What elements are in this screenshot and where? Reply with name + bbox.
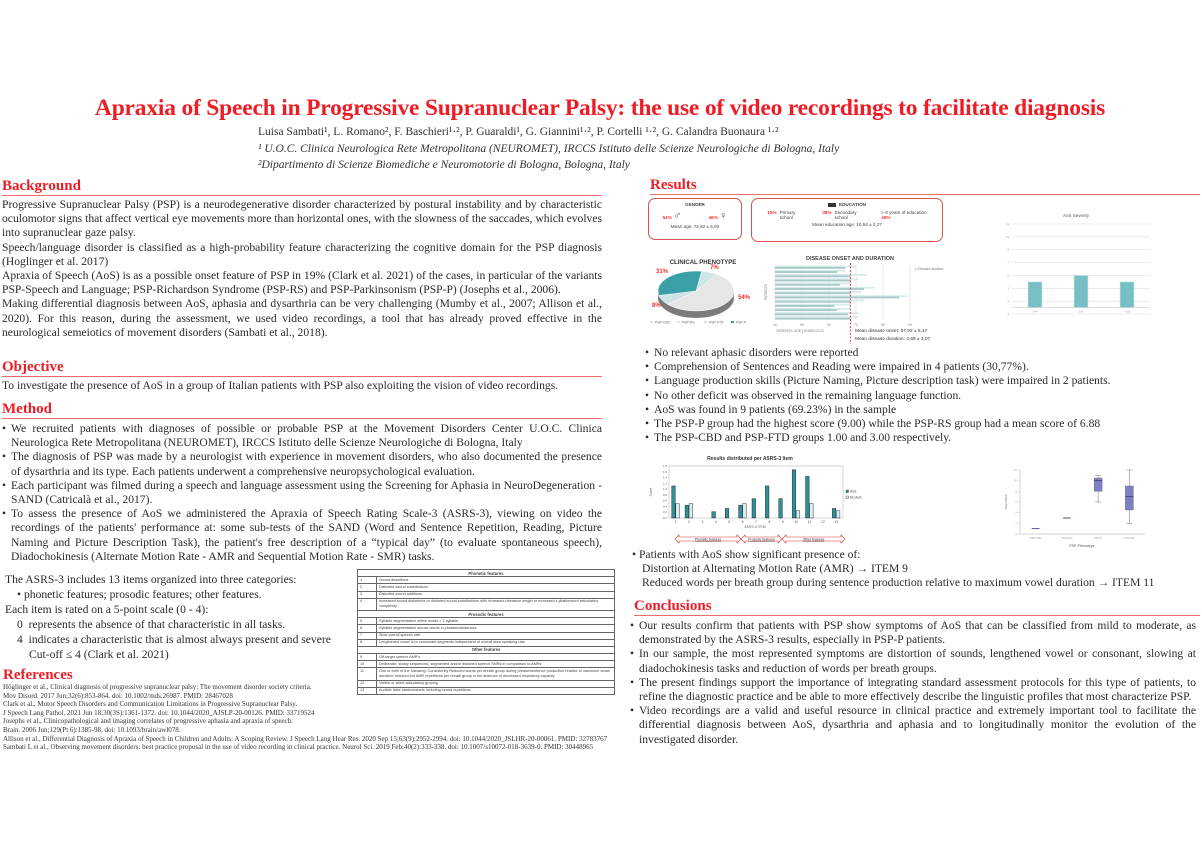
asrs-description [5, 572, 335, 662]
conclusion-bullet: • Our results confirm that patients with PSP show symptoms of AoS that can be classified from mild to moderate, as demonstrated by the ASRS-3 results, especially in PSP-P patients. [630, 619, 1196, 647]
background-paragraph: Apraxia of Speech (AoS) is as a possible onset feature of PSP in 19% (Clark et al. 2021) of the cases, in particular of the variants PSP-Speech and Language; PSP-Richardson Syndrome (PSP-RS) and PSP-Parkinsonism (PSP-P) (Josephs et al., 2006). [2, 269, 602, 297]
y-axis-label: Total ASRS [1004, 494, 1008, 510]
objective-text: To investigate the presence of AoS in a group of Italian patients with PSP also exploiting the vision of video recordings. [2, 379, 559, 392]
item-description: Distorted sound substitutions [377, 584, 615, 591]
primary-percent: 15% [767, 210, 777, 215]
x-tick-label: 40 [773, 323, 777, 327]
mean-duration-annotation: Mean disease duration: 4,69 ± 3,07 [855, 337, 931, 342]
female-icon: ♀ [719, 210, 728, 222]
onset-bar [775, 313, 848, 315]
secondary-percent: 38% [822, 210, 832, 215]
item-number: 11 [358, 668, 377, 680]
item-number: 13 [358, 687, 377, 694]
feature-arrow-label: Phonetic features [694, 537, 722, 542]
onset-bar [775, 318, 851, 320]
y-tick-label: 1.2 [662, 481, 667, 486]
results-heading: Results [650, 178, 1200, 195]
table-group-header: Prosodic features [358, 610, 615, 617]
education-title: EDUCATION [839, 202, 866, 207]
y-tick-label: 13 [1005, 222, 1009, 226]
y-tick-label: 1 [1007, 299, 1009, 304]
aos-bar [752, 499, 756, 518]
conclusions-heading: Conclusions [634, 599, 1200, 616]
conclusion-bullet: • In our sample, the most represented symptoms are distortion of sounds, lengthened vowel or consonant, slowing at diadochokinesis tasks and reduction of words per breath groups. [630, 647, 1196, 675]
method-heading: Method [2, 402, 602, 419]
item-description: Distorted sound additions [377, 591, 615, 598]
conclusion-bullet: • The present findings support the importance of integrating standard assessment protocols for this type of patients, to refine the diagnostic practice and be able to more effectively describe the linguistic profiles that most characterize PSP. [630, 676, 1196, 704]
legend-swatch [846, 490, 849, 493]
results-bullet: • Comprehension of Sentences and Reading were impaired in 4 patients (30,77%). [645, 360, 1195, 374]
y-tick-label: 12 [1013, 468, 1017, 472]
x-tick-label: 9 [781, 520, 784, 524]
aos-bar [712, 512, 716, 518]
score-4-line [5, 632, 335, 647]
y-tick-label: 9 [1007, 247, 1009, 252]
x-tick-label: 11 [807, 520, 812, 524]
no-aos-bar [796, 511, 800, 518]
y-axis-label: Score [649, 487, 653, 497]
onset-bar [775, 275, 851, 277]
legend-label: PSP-FTD [709, 320, 724, 325]
y-axis-label: PATIENTS [764, 283, 768, 301]
item-description: Syllable segmentation within words > 1 syllable [377, 618, 615, 625]
pie-slice-label: 8% [652, 303, 661, 309]
results-bullets [645, 346, 1195, 445]
item-number: 6 [358, 625, 377, 632]
score-4-text: indicates a characteristic that is almost always present and severe [28, 633, 331, 646]
item-number: 5 [358, 618, 377, 625]
item-description: Deliberate, slowly sequenced, segmented and/or distorted speech SMRs in comparison to AMRs [377, 661, 615, 668]
aos-bar [765, 486, 769, 518]
onset-bar [775, 292, 851, 294]
table-row [358, 654, 615, 661]
x-tick-label: 50 [800, 323, 804, 327]
reference-line: J Speech Lang Pathol. 2021 Jun 18;30(3S):1361-1372. doi: 10.1044/2020_AJSLP-20-00126. PMID: 33719524 [3, 708, 315, 717]
item-number: 1 [358, 577, 377, 584]
cutoff: Cut-off ≤ 4 (Clark et al. 2021) [29, 648, 169, 661]
table-row [358, 625, 615, 632]
affiliation-2: ²Dipartimento di Scienze Biomediche e Neuromotorie di Bologna, Bologna, Italy [258, 159, 630, 171]
results-bullet: • The PSP-P group had the highest score (9.00) while the PSP-RS group had a mean score of 6.88 [645, 417, 1195, 431]
asrs-item-chart [645, 452, 870, 548]
item-description: Off-target speech AMR's [377, 654, 615, 661]
mean-education: Mean education age: 10,54 ± 4,27 [812, 222, 882, 227]
y-tick-label: 11 [1005, 234, 1009, 239]
x-tick-label: 60 [827, 323, 831, 327]
table-row [358, 632, 615, 639]
table-group-header-row [358, 570, 615, 577]
onset-bar [775, 271, 837, 273]
background-paragraph: Making differential diagnosis between AoS, aphasia and dysarthria can be very challenging (Mumby et al., 2007; Allison et al., 2020). For this reason, during the assessment, we used video recordings, a tool that has already proved effective in the neurological semeiotics of movement disorders (Sambati et al., 2018). [2, 297, 602, 339]
y-tick-label: 1.0 [662, 487, 667, 492]
no-aos-bar [810, 504, 814, 518]
aos-bar [806, 476, 810, 518]
aos-bar [792, 470, 796, 518]
method-bullet: • The diagnosis of PSP was made by a neurologist with experience in movement disorders, who also documented the presence of dysarthria and its type. Each patients underwent a comprehensive neuropsychological evaluation. [2, 450, 602, 478]
asrs-categories-line: • phonetic features; prosodic features; other features. [17, 588, 262, 601]
legend-label: PSP-CBD [655, 320, 671, 325]
objective-heading: Objective [2, 360, 602, 377]
primary-label: Primary school [779, 210, 796, 220]
background-text [2, 198, 602, 340]
legend-swatch [677, 321, 680, 323]
x-tick-label: 80 [881, 323, 885, 327]
item-description: Increased sound distortions or distorted sound substitutions with increased utterance length or increased s yllable/word articulatory complexity [377, 598, 615, 610]
table-row [358, 591, 615, 598]
y-tick-label: -1 [1006, 312, 1009, 316]
x-tick-label: 90 [908, 323, 912, 327]
affiliation-1: ¹ U.O.C. Clinica Neurologica Rete Metropolitana (NEUROMET), IRCCS Istituto delle Scienze Neurologiche di Bologna, Italy [258, 143, 840, 155]
reference-line: Höglinger et al., Clinical diagnosis of progressive supranuclear palsy: The movement disorder society criteria. [3, 683, 312, 691]
item-description: Visible or silent articulatory groping [377, 680, 615, 687]
conclusions-section [634, 599, 1200, 747]
no-aos-bar [836, 511, 840, 518]
higher-percent: 46% [881, 215, 891, 220]
item-number: 3 [358, 591, 377, 598]
y-tick-label: 1.4 [662, 475, 667, 480]
no-aos-bar [689, 504, 693, 518]
onset-bar [775, 284, 840, 286]
score-0-text: represents the absence of that characteristic in all tasks. [28, 618, 286, 631]
x-tick-label: 3 [701, 520, 704, 524]
item11-finding: Reduced words per breath group during sentence production relative to maximum vowel duration → ITEM 11 [642, 576, 1155, 590]
higher-label: > 8 years of education [881, 210, 927, 215]
x-tick-label: 10 [794, 520, 799, 524]
references-heading: References [3, 667, 73, 683]
x-tick-label: PSP-RS [1124, 537, 1135, 540]
x-tick-label: 5-8 [1078, 309, 1084, 314]
results-bullet: • Language production skills (Picture Naming, Picture description task) were impaired in 2 patients. [645, 374, 1195, 388]
y-tick-label: 3 [1007, 286, 1009, 291]
item-number: 12 [358, 680, 377, 687]
table-row [358, 584, 615, 591]
table-row [358, 618, 615, 625]
legend-swatch [704, 321, 707, 323]
reference-line: Allison et al., Differential Diagnosis of Apraxia of Speech in Children and Adults: A Scoping Review. J Speech Lang Hear Res. 2020 Sep 15;63(9):2952-2994. doi: 10.1044/2020_JSLHR-20-00061. PMID: 32783767 [3, 734, 608, 743]
onset-bar [775, 280, 851, 282]
item-description: Slow overall speech rate [377, 632, 615, 639]
education-box [751, 198, 943, 242]
x-tick-label: PSP-P [1094, 537, 1103, 540]
x-tick-label: PSP-CBD [1029, 537, 1042, 540]
method-bullets [2, 422, 602, 564]
x-tick-label: 70 [854, 323, 858, 327]
aos-bar [725, 508, 729, 518]
no-aos-bar [676, 504, 680, 518]
legend-swatch [915, 268, 917, 270]
results-bullet: • The PSP-CBD and PSP-FTD groups 1.00 and 3.00 respectively. [645, 431, 1195, 445]
pie-slice-label: 54% [738, 295, 751, 301]
item-number: 4 [358, 598, 377, 610]
table-row [358, 598, 615, 610]
score-0-line [5, 617, 335, 632]
score-0-number: 0 [17, 618, 23, 631]
onset-bar [775, 309, 837, 311]
item-number: 2 [358, 584, 377, 591]
aos-bar [685, 505, 689, 518]
item-description: One or both of the following: Consistently Reduced words per breath group during phrase/sentence production relative to maximum vowel duration; reduced #of AMR repetitions per breath group in the absence of decreased respiratory capacity [377, 668, 615, 680]
x-tick-label: 1 [674, 520, 677, 524]
severity-bar [1028, 282, 1042, 308]
y-tick-label: 6 [1015, 500, 1017, 504]
y-tick-label: 4 [1015, 510, 1017, 515]
gender-box [648, 198, 742, 240]
results-header [650, 178, 1200, 195]
legend-label: PSP-P [736, 320, 747, 325]
pie-slice-label: 7% [710, 265, 719, 271]
y-tick-label: 1.6 [662, 469, 667, 474]
reference-line: Brain. 2006 Jun;129(Pt 6):1385-98. doi: 10.1093/brain/awl078. [3, 725, 181, 734]
x-tick-label: 4 [714, 520, 717, 524]
y-tick-label: 0.8 [662, 492, 667, 497]
x-axis-label: PSP-Phenotype [1069, 544, 1095, 548]
iqr-box [1094, 478, 1102, 491]
x-tick-label: 13 [834, 520, 839, 524]
method-section [2, 402, 602, 564]
table-row [358, 639, 615, 646]
y-tick-label: 10 [1013, 478, 1017, 483]
male-icon: ♂ [673, 210, 682, 222]
aos-findings-lead: Patients with AoS show significant presence of: [638, 548, 861, 561]
secondary-label: Secondary school [834, 210, 857, 220]
legend-label: Disease duration [918, 267, 944, 271]
aos-findings-lead-line: • Patients with AoS show significant presence of: [632, 548, 861, 561]
onset-bar [775, 267, 845, 269]
aos-bar [672, 486, 676, 518]
item-description: Lengthened vowel &/or consonant segments independent of overall slow speaking rate [377, 639, 615, 646]
aos-bar [832, 508, 836, 518]
poster-title: Apraxia of Speech in Progressive Supranuclear Palsy: the use of video recordings to facilitate diagnosis [94, 95, 1106, 121]
references-section [3, 667, 607, 752]
results-bullet: • No other deficit was observed in the remaining language function. [645, 389, 1195, 403]
reference-line: Sambati L et al., Observing movement disorders: best practice proposal in the use of video recording in clinical practice. Neurol Sci. 2019 Feb;40(2):333-338. doi: 10.1007/s10072-018-3639-0. PMID: 30448965 [3, 743, 594, 752]
legend-label: AoS [850, 489, 857, 494]
chart-title: AoS Severity [1062, 213, 1090, 218]
item-description: Audible false starts/restarts including sound repetitions [377, 687, 615, 694]
x-tick-label: 7 [755, 520, 757, 524]
x-tick-label: 6 [741, 520, 744, 524]
background-paragraph: Speech/language disorder is classified as a high-probability feature characterizing the cognitive domain for the PSP diagnosis (Hoglinger et al. 2017) [2, 240, 602, 268]
background-section [2, 179, 602, 340]
x-tick-label: 2 [688, 520, 691, 524]
onset-bar [775, 297, 899, 299]
x-tick-label: 12 [821, 520, 825, 524]
conclusion-bullet: • Video recordings are a valid and useful resource in clinical practice and extremely important tool to facilitate the differential diagnosis between AoS, dysarthria and aphasia and to longitudinally monitor the evolution of the investigated disorder. [630, 704, 1196, 747]
x-tick-label: 8 [768, 520, 771, 524]
method-bullet: • We recruited patients with diagnoses of possible or probable PSP at the Movement Disorders Center U.O.C. Clinica Neurologica Rete Metropolitana (NEUROMET), IRCCS Istituto delle Scienze Neurologiche di Bologna, Italy [2, 422, 602, 450]
feature-arrow-label: Other features [802, 537, 825, 542]
item-number: 9 [358, 654, 377, 661]
legend-swatch [846, 496, 849, 499]
x-axis-label: PATIENTS' AGE (YEARS OLD) [776, 329, 824, 333]
gender-title: GENDER [685, 202, 705, 207]
x-tick-label: PSP-FTD [1061, 537, 1073, 540]
item-number: 8 [358, 639, 377, 646]
authors: Luisa Sambati¹, L. Romano², F. Baschieri¹·², P. Guaraldi¹, G. Giannini¹·², P. Cortelli ¹·², G. Calandra Buonaura ¹·² [258, 126, 779, 138]
x-tick-label: 0-4 [1032, 309, 1038, 314]
method-bullet: • Each participant was filmed during a speech and language assessment using the Screening for Aphasia in NeuroDegeneration - SAND (Catricalà et al., 2017). [2, 479, 602, 507]
item-description: Syllable segmentation across words in phrases/sentences [377, 625, 615, 632]
y-tick-label: 1.8 [662, 464, 667, 468]
table-row [358, 577, 615, 584]
conclusions-bullets [630, 619, 1196, 747]
female-percent: 46% [708, 215, 718, 220]
objective-section [2, 360, 602, 393]
chart-title: Results distributed per ASRS-3 Item [707, 456, 793, 462]
clinical-phenotype-pie-chart [646, 255, 761, 330]
table-group-header-row [358, 610, 615, 617]
male-percent: 54% [662, 215, 672, 220]
item-description: Sound distortions [377, 577, 615, 584]
phenotype-boxplot [1000, 458, 1145, 550]
reference-line: Mov Disord. 2017 Jun;32(6):853-864. doi: 10.1002/mds.26987. PMID: 28467028 [3, 691, 233, 700]
y-tick-label: 5 [1007, 273, 1009, 278]
table-group-header: Other features [358, 646, 615, 653]
chart-title: DISEASE ONSET AND DURATION [805, 256, 895, 262]
aos-severity-chart [1000, 205, 1160, 315]
x-axis-label: ASRS-3 ITEM [744, 525, 766, 529]
table-group-header: Phonetic features [358, 570, 615, 577]
onset-bar [775, 301, 851, 303]
table-group-header-row [358, 646, 615, 653]
legend-swatch [650, 321, 653, 323]
x-tick-label: >10 [1124, 309, 1130, 314]
y-tick-label: 0 [1015, 532, 1017, 536]
no-aos-bar [743, 504, 747, 518]
y-tick-label: 8 [1015, 489, 1017, 494]
y-tick-label: 0.2 [662, 510, 667, 515]
reference-line: Clark et al., Motor Speech Disorders and Communication Limitations in Progressive Supranuclear Palsy. [3, 700, 298, 709]
item-number: 10 [358, 661, 377, 668]
pie-slice-label: 31% [656, 269, 669, 275]
y-tick-label: 2 [1015, 521, 1017, 526]
results-bullet: • No relevant aphasic disorders were reported [645, 346, 1195, 360]
background-heading: Background [2, 179, 602, 196]
aos-bar [779, 499, 783, 518]
iqr-box [1125, 486, 1133, 510]
mean-age: Mean age: 72,62 ± 5,92 [670, 224, 720, 229]
background-paragraph: Progressive Supranuclear Palsy (PSP) is a neurodegenerative disorder characterized by postural instability and by characteristic oculomotor signs that affect vertical eye movements more than horizontal ones, with the slowness of the saccades, which evolves into supranuclear gaze palsy. [2, 198, 602, 240]
aos-bar [739, 505, 743, 518]
legend-label: No AoS [850, 495, 862, 500]
y-tick-label: 0.6 [662, 498, 667, 503]
results-bullet: • AoS was found in 9 patients (69.23%) in the sample [645, 403, 1195, 417]
results-aos-findings [632, 548, 1202, 591]
scale-line: Each item is rated on a 5-point scale (0 - 4): [5, 603, 209, 616]
y-tick-label: 7 [1007, 260, 1009, 265]
graduation-cap-icon [828, 203, 836, 207]
x-tick-label: 5 [728, 520, 731, 524]
asrs-categories: phonetic features; prosodic features; other features. [23, 588, 262, 601]
asrs-intro: The ASRS-3 includes 13 items organized into three categories: [5, 573, 297, 586]
legend-swatch [731, 321, 734, 323]
y-tick-label: 0.0 [662, 516, 667, 520]
item9-finding: Distortion at Alternating Motion Rate (AMR) → ITEM 9 [642, 562, 908, 576]
severity-bar [1074, 275, 1088, 307]
legend-label: PSP-RS [682, 320, 695, 325]
reference-line: Josephs et al., Clinicopathological and imaging correlates of progressive aphasia and apraxia of speech. [3, 717, 294, 726]
onset-bar [775, 305, 834, 307]
item-number: 7 [358, 632, 377, 639]
pie-title: CLINICAL PHENOTYPE [669, 260, 737, 266]
disease-onset-chart [760, 252, 944, 344]
severity-bar [1120, 282, 1134, 308]
plot-area [669, 466, 843, 518]
score-4-number: 4 [17, 633, 23, 646]
method-bullet: • To assess the presence of AoS we administered the Apraxia of Speech Rating Scale-3 (ASRS-3), viewing on video the recordings of the patients' performance at: some sub-tests of the SAND (Word and Sentence Repetition, Reading, Picture Naming and Picture Description Task), the patient's free description of a “typical day” (to evaluate spontaneous speech), Diadochokinesis (Alternate Motion Rate - AMR and Sequential Motion Rate - SMR) tasks. [2, 507, 602, 564]
feature-arrow-label: Prosodic features [748, 537, 775, 542]
mean-onset-annotation: Mean disease onset: 67,92 ± 6,17 [855, 329, 928, 334]
y-tick-label: 0.4 [662, 504, 667, 509]
